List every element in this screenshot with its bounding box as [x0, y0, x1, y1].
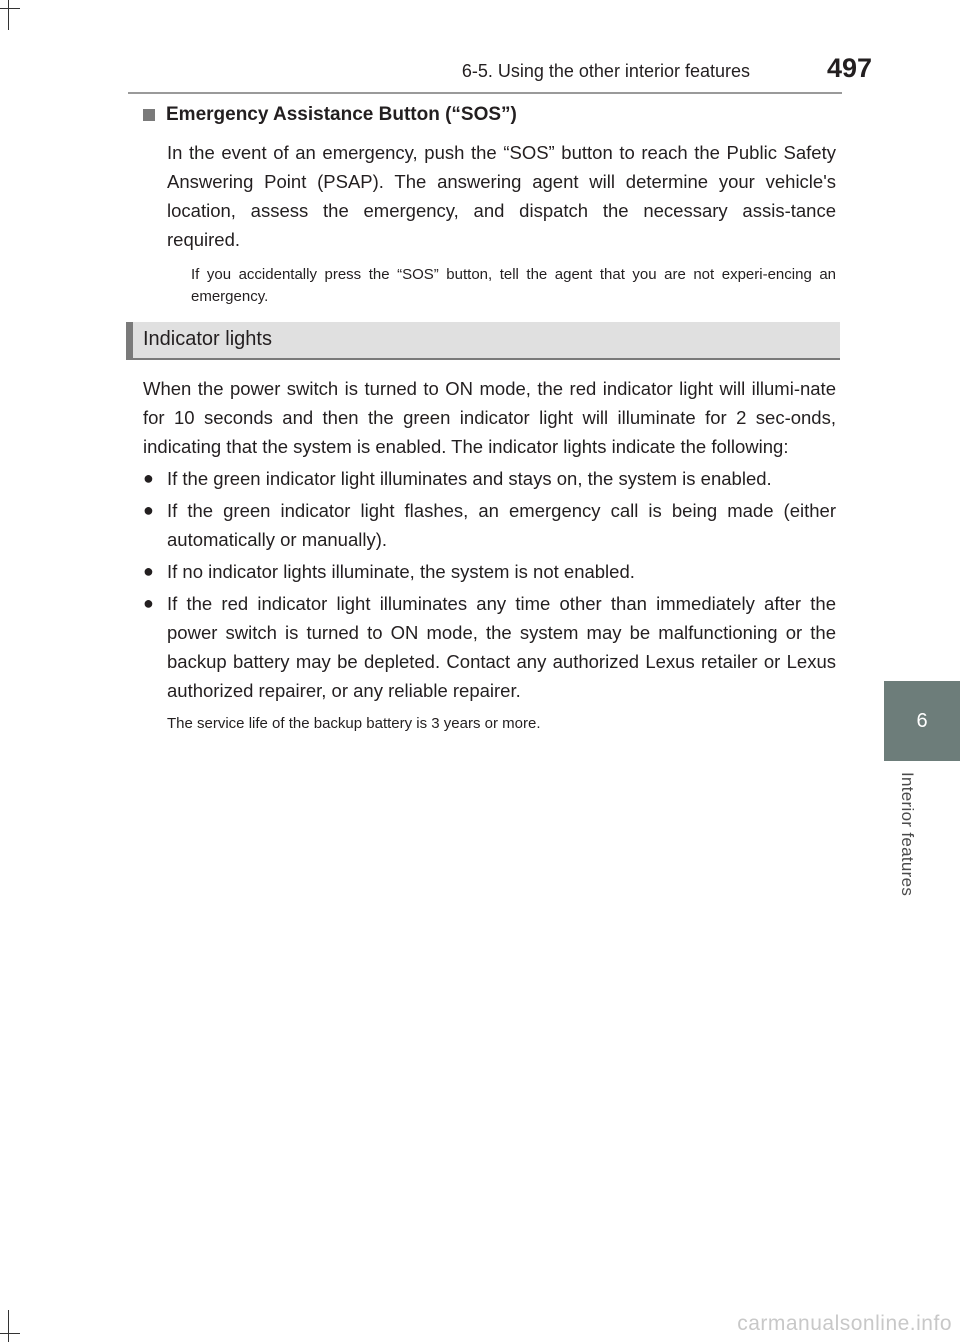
sos-heading	[143, 104, 836, 126]
page-content	[143, 104, 836, 735]
round-bullet-icon: ●	[143, 593, 154, 613]
chapter-tab	[884, 681, 960, 761]
chapter-label: Interior features	[898, 772, 917, 897]
crop-mark	[8, 0, 9, 30]
crop-mark	[0, 8, 20, 9]
header-section-title: 6-5. Using the other interior features	[461, 61, 750, 81]
round-bullet-icon: ●	[143, 468, 154, 488]
round-bullet-icon: ●	[143, 561, 154, 581]
sos-paragraph: In the event of an emergency, push the “SOS” button to reach the Public Safety Answering Point (PSAP). The answering agent will determine your vehicle's location, assess the emergency, and dispatch the necessary assis-tance required.	[167, 142, 836, 250]
watermark: carmanualsonline.info	[737, 1312, 952, 1335]
list-item	[143, 464, 836, 493]
crop-mark	[0, 1333, 20, 1334]
list-item-text: If the green indicator light flashes, an emergency call is being made (either automatically or manually).	[167, 500, 836, 550]
list-item	[143, 496, 836, 554]
chapter-number: 6	[916, 710, 928, 732]
section-header-bar	[126, 322, 840, 360]
sos-note: If you accidentally press the “SOS” button, tell the agent that you are not experi-encing an emergency.	[191, 266, 836, 305]
round-bullet-icon: ●	[143, 500, 154, 520]
page-number: 497	[826, 53, 872, 83]
indicator-intro: When the power switch is turned to ON mode, the red indicator light will illumi-nate for 10 seconds and then the green indicator light will illuminate for 2 sec-onds, indicating that the system is enabled. The indicator lights indicate the following:	[143, 378, 836, 457]
list-item-text: If the green indicator light illuminates and stays on, the system is enabled.	[167, 468, 772, 489]
sos-heading-text: Emergency Assistance Button (“SOS”)	[166, 104, 517, 125]
list-item	[143, 557, 836, 586]
list-item-text: If the red indicator light illuminates any time other than immediately after the power switch is turned to ON mode, the system may be malfunctioning or the backup battery may be depleted. Contact any authorized Lexus retailer or Lexus authorized repairer, or any reliable repairer.	[167, 593, 836, 701]
section-title: Indicator lights	[143, 328, 272, 350]
battery-note: The service life of the backup battery is 3 years or more.	[167, 715, 541, 732]
list-item	[143, 589, 836, 705]
square-bullet-icon	[143, 109, 155, 121]
header-divider	[128, 92, 842, 94]
crop-mark	[8, 1310, 9, 1342]
list-item-text: If no indicator lights illuminate, the system is not enabled.	[167, 561, 635, 582]
